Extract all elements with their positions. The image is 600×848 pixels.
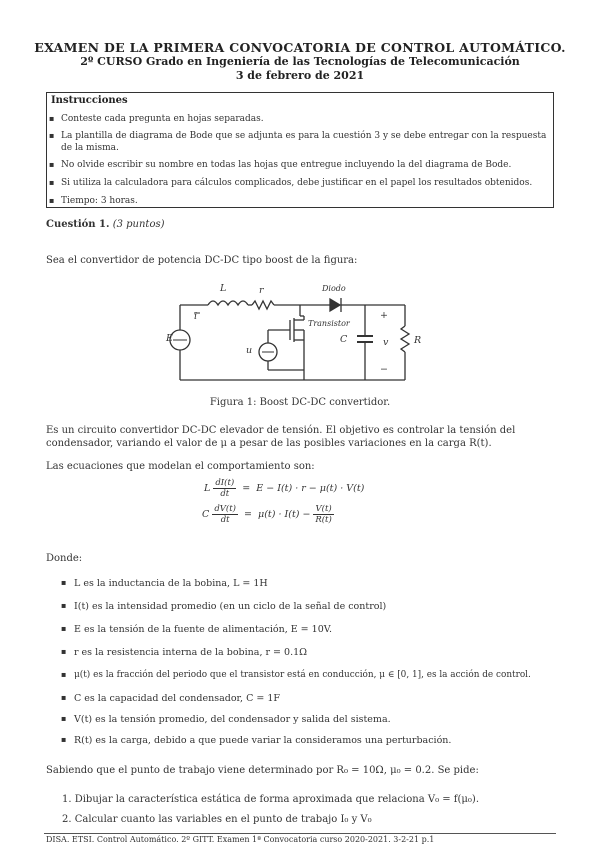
variable-item: ▪ E es la tensión de la fuente de alimentación, E = 10V. [74, 624, 332, 635]
equation-2 [202, 504, 334, 525]
paragraph-description: Es un circuito convertidor DC-DC elevador de tensión. El objetivo es controlar la tensión del condensador, variando el valor de μ a pesar de las posibles variaciones en la carga R(t). [46, 425, 516, 449]
exam-date: 3 de febrero de 2021 [235, 69, 365, 82]
load-resistor-R [401, 326, 409, 352]
inductor-L [208, 301, 248, 305]
label-diode: Diodo [322, 284, 346, 293]
variable-item: ▪ L es la inductancia de la bobina, L = 1H [74, 578, 268, 589]
question-intro: Sea el convertidor de potencia DC-DC tipo boost de la figura: [46, 255, 358, 266]
label-r: r [259, 285, 264, 296]
instruction-item: ▪ Conteste cada pregunta en hojas separadas. [61, 113, 547, 125]
eq2-coef: C [202, 509, 210, 520]
label-u: u [246, 345, 253, 356]
variable-item: ▪ R(t) es la carga, debido a que puede variar la consideramos una perturbación. [74, 735, 451, 746]
question-number: Cuestión 1. [46, 219, 110, 230]
eq1-equals: = [242, 483, 251, 494]
variable-item: ▪ C es la capacidad del condensador, C = 1F [74, 693, 280, 704]
figure-caption: Figura 1: Boost DC-DC convertidor. [209, 397, 391, 408]
instruction-item: ▪ No olvide escribir su nombre en todas las hojas que entregue incluyendo la del diagrama de Bode. [61, 159, 547, 171]
eq2-num: dV(t) [214, 504, 236, 514]
eq1-num: dI(t) [215, 478, 235, 488]
label-E: E [166, 333, 173, 344]
eq1-rhs: E − I(t) · r − μ(t) · V(t) [256, 483, 365, 494]
variable-item: ▪ μ(t) es la fracción del periodo que el transistor está en conducción, μ ∈ [0, 1], es la acción de control. [74, 670, 554, 680]
boost-converter-circuit [160, 280, 430, 388]
label-minus: − [380, 364, 388, 375]
label-plus: + [380, 310, 388, 321]
eq2-rhs-num: V(t) [315, 504, 332, 514]
instruction-item: ▪ La plantilla de diagrama de Bode que se adjunta es para la cuestión 3 y se debe entregar con la respuesta de la misma. [61, 130, 547, 154]
task-2: 2. Calcular cuanto las variables en el punto de trabajo I₀ y V₀ [62, 814, 372, 825]
instruction-item: ▪ Si utiliza la calculadora para cálculos complicados, debe justificar en el papel los resultados obtenidos. [61, 177, 547, 189]
paragraph-equations-intro: Las ecuaciones que modelan el comportamiento son: [46, 461, 315, 472]
resistor-r [252, 301, 274, 309]
footer: DISA. ETSI. Control Automático. 2º GITT. Examen 1ª Convocatoria curso 2020-2021. 3-2-21 p.1 [46, 835, 435, 844]
footer-rule [44, 833, 556, 834]
label-R: R [414, 335, 422, 346]
variable-item: ▪ r es la resistencia interna de la bobina, r = 0.1Ω [74, 647, 307, 658]
label-iL: i [194, 311, 198, 322]
variable-item: ▪ V(t) es la tensión promedio, del condensador y salida del sistema. [74, 714, 391, 725]
label-C: C [340, 334, 348, 345]
work-point-statement: Sabiendo que el punto de trabajo viene determinado por R₀ = 10Ω, μ₀ = 0.2. Se pide: [46, 765, 479, 776]
label-transistor: Transistor [308, 319, 350, 328]
instructions-title: Instrucciones [51, 95, 128, 106]
eq2-den: dt [220, 515, 230, 525]
question-points: (3 puntos) [112, 219, 165, 230]
eq2-rhs-den: R(t) [315, 515, 332, 525]
label-v: v [383, 337, 389, 348]
exam-subtitle: 2º CURSO Grado en Ingeniería de las Tecnologías de Telecomunicación [80, 55, 520, 68]
instructions-box [46, 92, 554, 208]
exam-title: EXAMEN DE LA PRIMERA CONVOCATORIA DE CONTROL AUTOMÁTICO. [34, 40, 566, 55]
eq1-coef: L [204, 483, 211, 494]
eq1-den: dt [220, 489, 230, 499]
diode [330, 299, 340, 311]
equation-1 [204, 478, 364, 499]
where-label: Donde: [46, 553, 83, 564]
task-1: 1. Dibujar la característica estática de forma aproximada que relaciona V₀ = f(μ₀). [62, 794, 480, 805]
variable-item: ▪ I(t) es la intensidad promedio (en un ciclo de la señal de control) [74, 601, 386, 612]
eq2-equals: = [244, 509, 252, 520]
question-heading [46, 218, 165, 231]
instruction-item: ▪ Tiempo: 3 horas. [61, 195, 547, 207]
eq2-rhs: μ(t) · I(t) − [258, 509, 311, 520]
label-L: L [220, 283, 227, 294]
